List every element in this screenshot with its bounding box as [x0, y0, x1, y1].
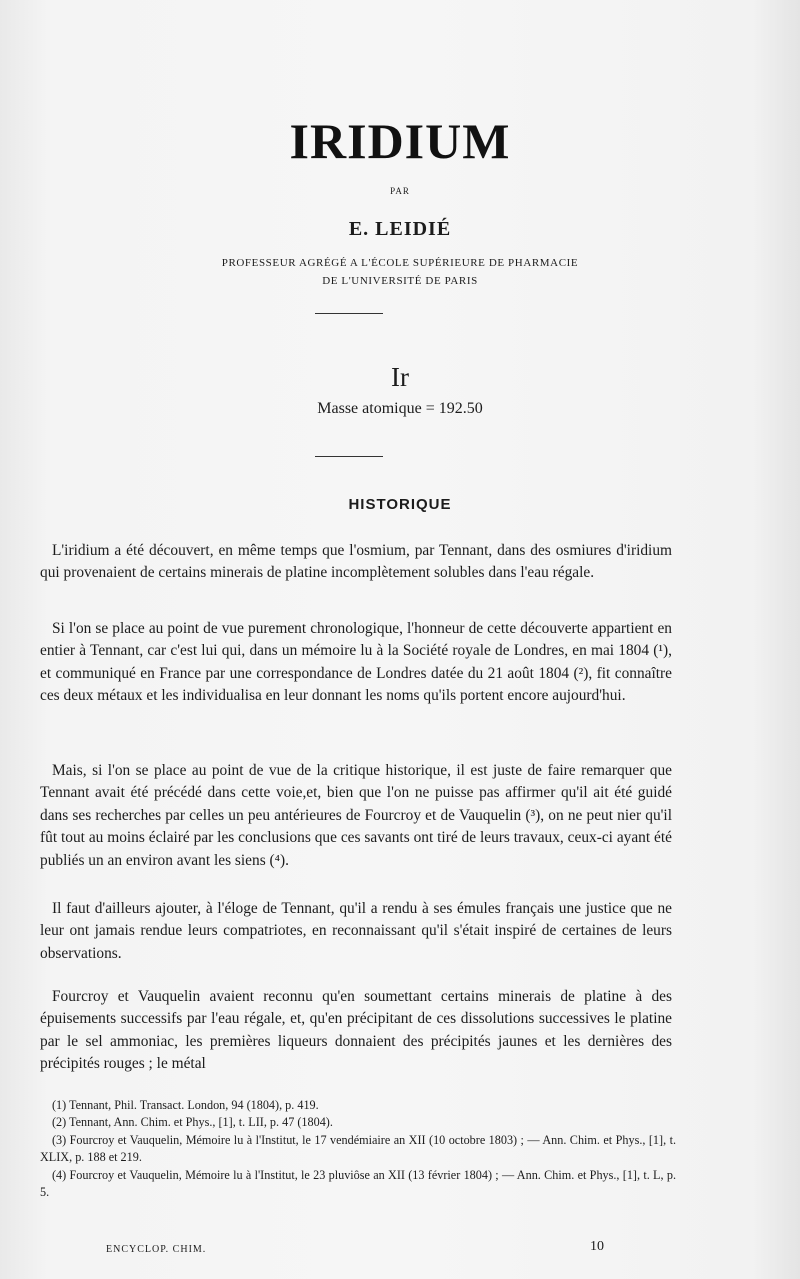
- footnote: (1) Tennant, Phil. Transact. London, 94 (1804), p. 419.: [52, 1098, 319, 1112]
- author-name: E. LEIDIÉ: [348, 218, 452, 240]
- section-heading: HISTORIQUE: [348, 496, 452, 513]
- footer-publication: ENCYCLOP. CHIM.: [106, 1244, 207, 1255]
- author-affiliation-line-2: DE L'UNIVERSITÉ DE PARIS: [322, 275, 478, 287]
- footnote: (4) Fourcroy et Vauquelin, Mémoire lu à l'Institut, le 23 pluviôse an XII (13 février 1804) ; — Ann. Chim. et Phys., [1], t. L, p. 5.: [40, 1167, 676, 1200]
- footnote: (3) Fourcroy et Vauquelin, Mémoire lu à l'Institut, le 17 vendémiaire an XII (10 octobre 1803) ; — Ann. Chim. et Phys., [1], t. XLIX, p. 188 et 219.: [40, 1132, 676, 1165]
- body-paragraph: Fourcroy et Vauquelin avaient reconnu qu'en soumettant certains minerais de platine à des épuisements successifs par l'eau régale, et, qu'en précipitant de ces dissolutions successives le platine par le sel ammoniac, les premières liqueurs donnaient des précipités jaunes et les dernières des précipités rouges ; le métal: [40, 988, 672, 1073]
- atomic-mass: Masse atomique = 192.50: [317, 400, 483, 417]
- by-label: PAR: [390, 186, 410, 196]
- footnotes: [40, 1097, 676, 1201]
- body-paragraph: Il faut d'ailleurs ajouter, à l'éloge de Tennant, qu'il a rendu à ses émules français une justice que ne leur ont jamais rendue leurs compatriotes, en reconnaissant qu'il s'était inspiré de certaines de leurs observations.: [40, 900, 672, 962]
- page-number: 10: [590, 1239, 604, 1254]
- page-title: IRIDIUM: [289, 113, 511, 169]
- body-paragraph: Mais, si l'on se place au point de vue de la critique historique, il est juste de faire remarquer que Tennant avait été précédé dans cette voie,et, bien que l'on ne puisse pas affirmer qu'il ait été guidé dans ses recherches par celles un peu antérieures de Fourcroy et de Vauquelin (³), on ne peut nier qu'il fût tout au moins éclairé par les conclusions que ces savants ont tiré de leurs travaux, ceux-ci ayant été publiés un an environ avant les siens (⁴).: [40, 762, 672, 869]
- divider-rule: [315, 456, 383, 457]
- element-symbol: Ir: [391, 362, 409, 392]
- body-paragraph: L'iridium a été découvert, en même temps que l'osmium, par Tennant, dans des osmiures d'iridium qui provenaient de certains minerais de platine incomplètement solubles dans l'eau régale.: [40, 542, 672, 582]
- divider-rule: [315, 313, 383, 314]
- body-paragraph: Si l'on se place au point de vue purement chronologique, l'honneur de cette découverte appartient en entier à Tennant, car c'est lui qui, dans un mémoire lu à la Société royale de Londres, en mai 1804 (¹), et communiqué en France par une correspondance de Londres datée du 21 août 1804 (²), fit connaître ces deux métaux et les individualisa en leur donnant les noms qu'ils portent encore aujourd'hui.: [40, 620, 672, 705]
- footnote: (2) Tennant, Ann. Chim. et Phys., [1], t. LII, p. 47 (1804).: [52, 1115, 333, 1130]
- author-affiliation-line-1: PROFESSEUR AGRÉGÉ A L'ÉCOLE SUPÉRIEURE DE PHARMACIE: [221, 257, 579, 269]
